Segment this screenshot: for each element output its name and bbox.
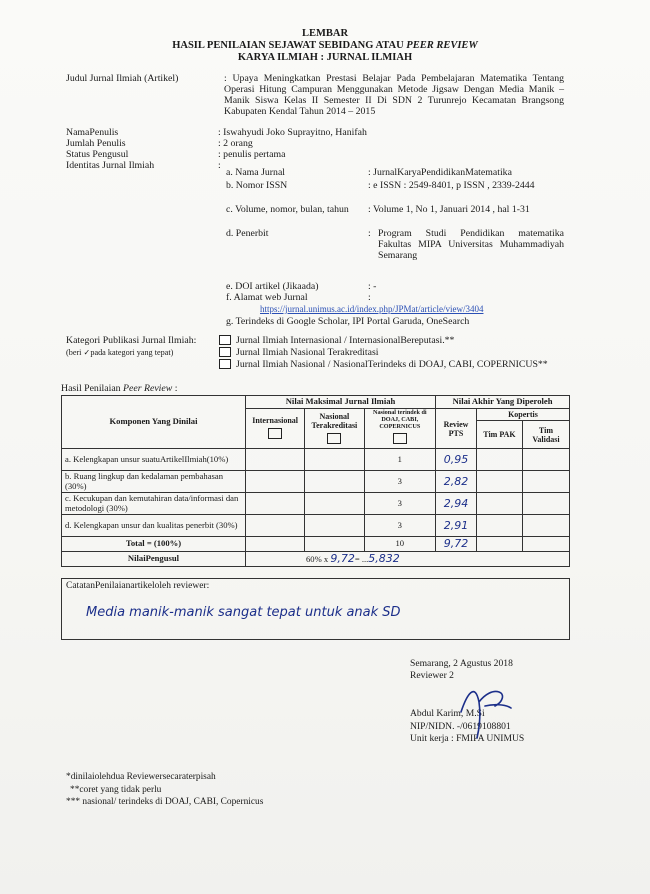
terindeks-label: g. Terindeks di Google Scholar, IPI Portal Garuda, OneSearch [226, 316, 470, 327]
judul-label: Judul Jurnal Ilmiah (Artikel) [66, 73, 179, 84]
footnote-2: **coret yang tidak perlu [70, 785, 162, 795]
header-nilai-akhir: Nilai Akhir Yang Diperoleh [436, 396, 570, 409]
row-label: c. Kecukupan dan kemutahiran data/informasi dan metodologi (30%) [62, 493, 246, 515]
footnote-3: *** nasional/ terindeks di DOAJ, CABI, Copernicus [66, 797, 264, 807]
header-terindeks: Nasional terindek di DOAJ, CABI, COPERNICUS [364, 409, 436, 449]
header-tim-validasi: Tim Validasi [522, 421, 569, 449]
header-nilai-maks: Nilai Maksimal Jurnal Ilmiah [245, 396, 435, 409]
reviewer-nip: NIP/NIDN. -/0619108801 [410, 720, 511, 732]
internasional-checkbox[interactable] [268, 428, 282, 439]
status-label: Status Pengusul [66, 149, 129, 160]
header-internasional: Internasional [245, 409, 304, 449]
nama-jurnal-label: a. Nama Jurnal [226, 167, 286, 178]
doc-title-line3: KARYA ILMIAH : JURNAL ILMIAH [237, 52, 413, 63]
issn-label: b. Nomor ISSN [226, 180, 288, 191]
review-score-table [61, 395, 570, 567]
reviewer-notes-box [61, 578, 570, 640]
kategori-sublabel: (beri ✓pada kategori yang tepat) [66, 348, 174, 357]
kategori-opt1: Jurnal Ilmiah Internasional / InternasionalBereputasi.** [236, 335, 455, 346]
nama-jurnal-value: : JurnalKaryaPendidikanMatematika [368, 167, 512, 178]
kategori-checkbox-terakreditasi[interactable] [219, 347, 231, 357]
jumlah-value: : 2 orang [218, 138, 253, 149]
reviewer-notes-text: Media manik-manik sangat tepat untuk anak SD [86, 605, 401, 620]
terindeks-checkbox[interactable] [393, 433, 407, 444]
row-max: 3 [364, 471, 436, 493]
journal-url-link[interactable]: https://jurnal.unimus.ac.id/index.php/JPMat/article/view/3404 [260, 304, 484, 314]
nilai-pengusul-value: 60% x 9,72= ...5,832 [245, 552, 569, 567]
header-review-pts: Review PTS [436, 409, 477, 449]
doi-label: e. DOI artikel (Jikaada) [226, 281, 319, 292]
identitas-colon: : [218, 160, 221, 171]
total-review-score: 9,72 [436, 537, 477, 552]
total-label: Total = (100%) [62, 537, 246, 552]
penerbit-value: Program Studi Pendidikan matematika Fakultas MIPA Universitas Muhammadiyah Semarang [378, 228, 564, 261]
sign-place-date: Semarang, 2 Agustus 2018 [410, 658, 513, 669]
web-colon: : [368, 292, 371, 303]
issn-value: : e ISSN : 2549-8401, p ISSN , 2339-2444 [368, 180, 535, 191]
row-label: d. Kelengkapan unsur dan kualitas penerbit (30%) [62, 515, 246, 537]
doc-title-line2: HASIL PENILAIAN SEJAWAT SEBIDANG ATAU PEER REVIEW [172, 40, 478, 51]
status-value: : penulis pertama [218, 149, 286, 160]
signature-scribble-icon [455, 672, 515, 742]
row-review-score: 2,91 [436, 515, 477, 537]
penulis-value: : Iswahyudi Joko Suprayitno, Hanifah [218, 127, 367, 138]
nilai-pengusul-label: NilaiPengusul [62, 552, 246, 567]
footnote-1: *dinilaiolehdua Reviewersecaraterpisah [66, 772, 216, 782]
kategori-label: Kategori Publikasi Jurnal Ilmiah: [66, 335, 197, 346]
row-max: 1 [364, 449, 436, 471]
sign-role: Reviewer 2 [410, 670, 454, 682]
kategori-checkbox-internasional[interactable] [219, 335, 231, 345]
doc-title-line1: LEMBAR [301, 28, 349, 39]
volume-label: c. Volume, nomor, bulan, tahun [226, 204, 349, 215]
row-label: a. Kelengkapan unsur suatuArtikelIlmiah(10%) [62, 449, 246, 471]
row-review-score: 0,95 [436, 449, 477, 471]
hasil-penilaian-label: Hasil Penilaian Peer Review : [61, 383, 178, 394]
nasional-checkbox[interactable] [327, 433, 341, 444]
header-komponen: Komponen Yang Dinilai [62, 396, 246, 449]
kategori-opt2: Jurnal Ilmiah Nasional Terakreditasi [236, 347, 379, 358]
reviewer-unit: Unit kerja : FMIPA UNIMUS [410, 732, 525, 744]
web-label: f. Alamat web Jurnal [226, 292, 308, 303]
header-nasional: Nasional Terakreditasi [305, 409, 364, 449]
jumlah-label: Jumlah Penulis [66, 138, 126, 149]
doi-value: : - [368, 281, 377, 292]
row-max: 3 [364, 515, 436, 537]
total-max: 10 [364, 537, 436, 552]
row-review-score: 2,94 [436, 493, 477, 515]
row-review-score: 2,82 [436, 471, 477, 493]
row-max: 3 [364, 493, 436, 515]
header-kopertis: Kopertis [476, 409, 569, 421]
reviewer-notes-label: CatatanPenilaianartikeloleh reviewer: [66, 581, 210, 591]
reviewer-name: Abdul Karim, M.Si [410, 708, 485, 720]
penerbit-label: d. Penerbit [226, 228, 269, 239]
kategori-opt3: Jurnal Ilmiah Nasional / NasionalTerindeks di DOAJ, CABI, COPERNICUS** [236, 359, 548, 370]
identitas-label: Identitas Jurnal Ilmiah [66, 160, 155, 171]
penerbit-colon: : [368, 228, 371, 239]
judul-value: : Upaya Meningkatkan Prestasi Belajar Pada Pembelajaran Matematika Tentang Operasi Hitung Campuran Menggunakan Metode Jigsaw Dengan Media Manik – Manik Siswa Kelas II Semester II Di SDN 2 Turunrejo Kecamatan Brangsong Kabupaten Kendal Tahun 2014 – 2015 [224, 73, 564, 117]
kategori-checkbox-terindeks[interactable] [219, 359, 231, 369]
volume-value: : Volume 1, No 1, Januari 2014 , hal 1-31 [368, 204, 530, 215]
row-label: b. Ruang lingkup dan kedalaman pembahasan (30%) [62, 471, 246, 493]
penulis-label: NamaPenulis [66, 127, 119, 138]
header-tim-pak: Tim PAK [476, 421, 522, 449]
